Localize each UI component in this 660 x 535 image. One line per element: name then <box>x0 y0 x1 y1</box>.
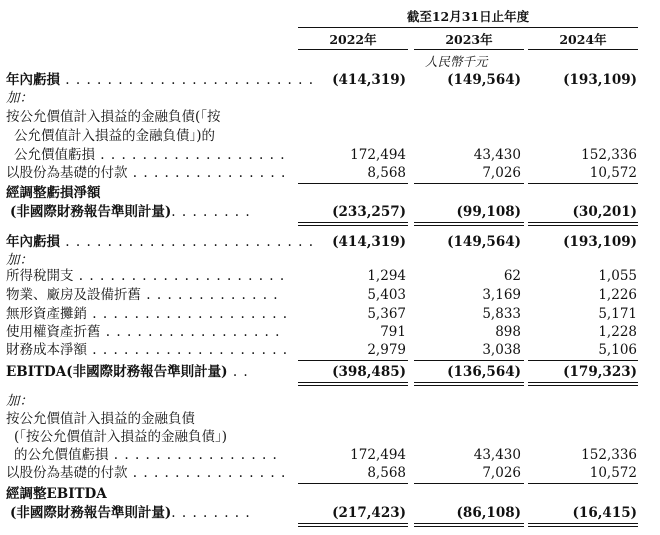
total-rule <box>528 225 638 226</box>
cell-2023: 898 <box>495 324 521 340</box>
row-label: (非國際財務報告準則計量). . . . . . . . <box>10 204 251 220</box>
row-label: 加： <box>6 90 33 106</box>
cell-2024: (179,323) <box>563 364 637 380</box>
cell-2022: 172,494 <box>350 447 406 463</box>
cell-2022: (414,319) <box>332 234 406 250</box>
cell-2023: (86,108) <box>456 505 521 521</box>
total-rule <box>414 382 524 383</box>
row-label: 使用權資產折舊 . . . . . . . . . . . . . . . . . <box>6 324 281 340</box>
total-rule <box>528 523 638 524</box>
cell-2024: 1,226 <box>598 287 637 303</box>
total-rule <box>298 523 408 524</box>
row-label: 公允價值計入損益的金融負債」)的 <box>14 128 216 144</box>
cell-2023: 3,169 <box>482 287 521 303</box>
total-rule <box>528 382 638 383</box>
subtotal-rule <box>414 483 524 484</box>
cell-2022: (414,319) <box>332 72 406 88</box>
row-label: 按公允價值計入損益的金融負債 <box>6 411 195 427</box>
row-label: 以股份為基礎的付款 . . . . . . . . . . . . . . . <box>6 465 287 481</box>
cell-2022: (398,485) <box>332 364 406 380</box>
total-rule <box>298 385 408 386</box>
cell-2022: 5,367 <box>367 306 406 322</box>
subtotal-rule <box>528 360 638 361</box>
cell-2023: 62 <box>503 268 521 284</box>
cell-2023: 7,026 <box>482 165 521 181</box>
cell-2024: (193,109) <box>563 234 637 250</box>
cell-2024: 5,106 <box>598 342 637 358</box>
subtotal-rule <box>414 360 524 361</box>
subtotal-rule <box>414 183 524 184</box>
cell-2023: (149,564) <box>447 72 521 88</box>
year-rule-2024 <box>528 49 638 50</box>
row-label: 按公允價值計入損益的金融負債(「按 <box>6 109 221 125</box>
cell-2024: 1,055 <box>598 268 637 284</box>
row-label: 加： <box>6 393 33 409</box>
row-label: 加： <box>6 252 33 268</box>
cell-2022: 5,403 <box>367 287 406 303</box>
row-label: 所得稅開支 . . . . . . . . . . . . . . . . . . . . <box>6 268 286 284</box>
cell-2024: 152,336 <box>581 447 637 463</box>
unit-label: 人民幣千元 <box>425 54 488 69</box>
row-label: 無形資產攤銷 . . . . . . . . . . . . . . . . . . . <box>6 306 289 322</box>
total-rule <box>528 385 638 386</box>
year-header-2022: 2022年 <box>329 32 377 47</box>
total-rule <box>414 526 524 527</box>
cell-2022: 8,568 <box>367 165 406 181</box>
cell-2022: 1,294 <box>367 268 406 284</box>
cell-2023: 43,430 <box>473 447 521 463</box>
year-rule-2022 <box>298 49 408 50</box>
cell-2022: (217,423) <box>332 505 406 521</box>
total-rule <box>414 385 524 386</box>
cell-2022: 8,568 <box>367 465 406 481</box>
subtotal-rule <box>298 360 408 361</box>
total-rule <box>414 222 524 223</box>
cell-2022: (233,257) <box>332 204 406 220</box>
row-label: EBITDA(非國際財務報告準則計量) . . <box>6 364 249 380</box>
cell-2023: 43,430 <box>473 147 521 163</box>
cell-2023: (99,108) <box>456 204 521 220</box>
year-header-2024: 2024年 <box>559 32 607 47</box>
row-label: 公允價值虧損 . . . . . . . . . . . . . . . . . . <box>14 147 286 163</box>
cell-2023: 7,026 <box>482 465 521 481</box>
cell-2024: (30,201) <box>572 204 637 220</box>
total-rule <box>414 225 524 226</box>
header-rule <box>298 27 638 28</box>
cell-2022: 172,494 <box>350 147 406 163</box>
row-label: 經調整虧損淨額 <box>6 185 101 201</box>
total-rule <box>414 523 524 524</box>
row-label: 經調整EBITDA <box>6 486 107 502</box>
cell-2023: 5,833 <box>482 306 521 322</box>
total-rule <box>528 526 638 527</box>
cell-2024: (193,109) <box>563 72 637 88</box>
year-rule-2023 <box>414 49 524 50</box>
cell-2024: 10,572 <box>589 165 637 181</box>
total-rule <box>298 225 408 226</box>
row-label: (非國際財務報告準則計量). . . . . . . . <box>10 505 251 521</box>
cell-2022: 2,979 <box>367 342 406 358</box>
row-label: 年內虧損 . . . . . . . . . . . . . . . . . . . . . . . . <box>6 234 314 250</box>
row-label: 以股份為基礎的付款 . . . . . . . . . . . . . . . <box>6 165 287 181</box>
period-title: 截至12月31日止年度 <box>406 9 530 24</box>
cell-2024: (16,415) <box>572 505 637 521</box>
subtotal-rule <box>528 483 638 484</box>
row-label: 物業、廠房及設備折舊 . . . . . . . . . . . . . <box>6 287 279 303</box>
row-label: (「按公允價值計入損益的金融負債」) <box>14 429 228 445</box>
total-rule <box>298 526 408 527</box>
total-rule <box>528 222 638 223</box>
subtotal-rule <box>528 183 638 184</box>
total-rule <box>298 382 408 383</box>
row-label: 年內虧損 . . . . . . . . . . . . . . . . . . . . . . . . <box>6 72 314 88</box>
total-rule <box>298 222 408 223</box>
row-label: 財務成本淨額 . . . . . . . . . . . . . . . . . . . <box>6 342 289 358</box>
cell-2023: (149,564) <box>447 234 521 250</box>
cell-2022: 791 <box>380 324 406 340</box>
subtotal-rule <box>298 483 408 484</box>
cell-2023: (136,564) <box>447 364 521 380</box>
cell-2023: 3,038 <box>482 342 521 358</box>
cell-2024: 152,336 <box>581 147 637 163</box>
subtotal-rule <box>298 183 408 184</box>
cell-2024: 10,572 <box>589 465 637 481</box>
cell-2024: 5,171 <box>598 306 637 322</box>
row-label: 的公允價值虧損 . . . . . . . . . . . . . . . . <box>14 447 278 463</box>
cell-2024: 1,228 <box>598 324 637 340</box>
year-header-2023: 2023年 <box>445 32 493 47</box>
